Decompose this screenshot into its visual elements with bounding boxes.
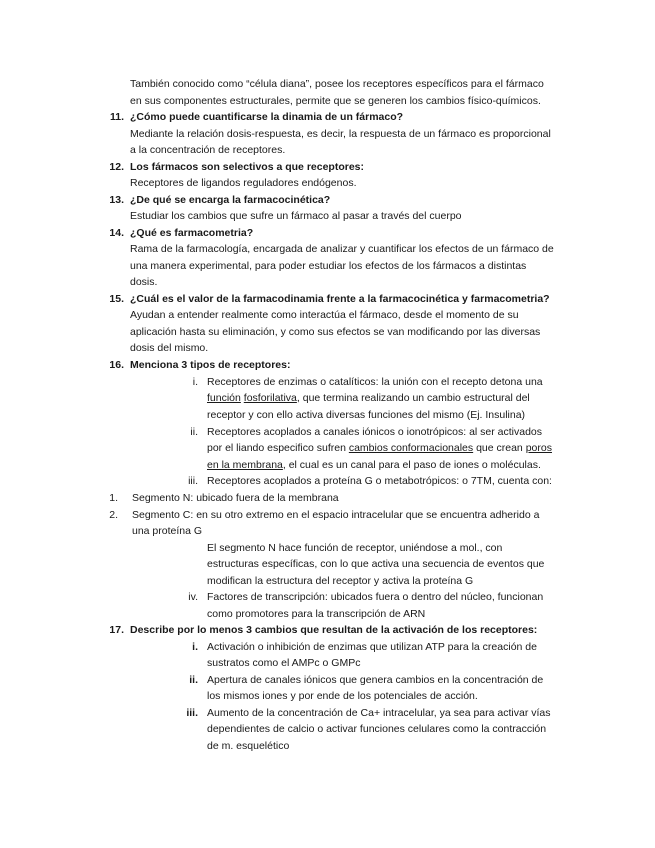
q16-question: Menciona 3 tipos de receptores: <box>130 359 291 371</box>
q17-i-marker: i. <box>192 641 198 653</box>
intro-line-1: También conocido como “célula diana”, posee los receptores específicos para el fármaco <box>130 78 544 90</box>
q12-number: 12. <box>109 161 124 173</box>
q15-answer-2: aplicación hasta su eliminación, y como sus efectos se van modificando por las diversas <box>130 326 541 338</box>
q14-number: 14. <box>109 227 124 239</box>
segment-2-line-1: Segmento C: en su otro extremo en el espacio intracelular que se encuentra adherido a <box>132 509 540 521</box>
q14-answer-2: una manera experimental, para poder estudiar los efectos de los fármacos a distintas <box>130 260 527 272</box>
q17-iii-marker: iii. <box>186 707 198 719</box>
segment-para-line-2: estructuras específicas, con lo que activa una secuencia de eventos que <box>207 558 545 570</box>
q16-ii-line-2 <box>207 440 552 457</box>
q15-question: ¿Cuál es el valor de la farmacodinamia frente a la farmacocinética y farmacometria? <box>130 293 550 305</box>
segment-2-marker: 2. <box>109 509 118 521</box>
q16-iii-marker: iii. <box>188 475 198 487</box>
q17-iii-line-2: dependientes de calcio o activar funciones celulares como la contracción <box>207 723 547 735</box>
q17-question: Describe por lo menos 3 cambios que resultan de la activación de los receptores: <box>130 624 538 636</box>
intro-line-2: en sus componentes estructurales, permite que se generen los cambios físico-químicos. <box>130 95 541 107</box>
q13-question: ¿De qué se encarga la farmacocinética? <box>130 194 331 206</box>
segment-para-line-1: El segmento N hace función de receptor, uniéndose a mol., con <box>207 542 503 554</box>
q15-answer-1: Ayudan a entender realmente como interactúa el fármaco, desde el momento de su <box>130 309 519 321</box>
q16-number: 16. <box>109 359 124 371</box>
q16-iv-line-1: Factores de transcripción: ubicados fuera o dentro del núcleo, funcionan <box>207 591 544 603</box>
q16-ii-line-3 <box>207 457 541 474</box>
q14-question: ¿Qué es farmacometria? <box>130 227 254 239</box>
q11-number: 11. <box>109 111 124 123</box>
q17-ii-line-2: los mismos iones y por ende de los potenciales de acción. <box>207 690 478 702</box>
q13-number: 13. <box>109 194 124 206</box>
q11-answer-1: Mediante la relación dosis-respuesta, es decir, la respuesta de un fármaco es proporcional <box>130 128 551 140</box>
q16-ii-line-3-rest: , el cual es un canal para el paso de iones o moléculas. <box>282 459 541 471</box>
q11-answer-2: a la concentración de receptores. <box>130 144 286 156</box>
q14-answer-1: Rama de la farmacología, encargada de analizar y cuantificar los efectos de un fármaco de <box>130 243 554 255</box>
underlined-cambios-conformacionales: cambios conformacionales <box>348 442 474 454</box>
q16-iii-line-1: Receptores acoplados a proteína G o metabotrópicos: o 7TM, cuenta con: <box>207 475 552 487</box>
q16-ii-line-1: Receptores acoplados a canales iónicos o ionotrópicos: al ser activados <box>207 426 543 438</box>
q11-question: ¿Cómo puede cuantificarse la dinamia de un fármaco? <box>130 111 404 123</box>
q16-iv-marker: iv. <box>188 591 198 603</box>
q17-i-line-1: Activación o inhibición de enzimas que utilizan ATP para la creación de <box>207 641 537 653</box>
q16-ii-line-2-pre: por el liando especifico sufren <box>207 442 349 454</box>
q16-i-line-2-rest: , que termina realizando un cambio estructural del <box>296 392 530 404</box>
q17-i-line-2: sustratos como el AMPc o GMPc <box>207 657 361 669</box>
q16-ii-line-2-mid: que crean <box>473 442 526 454</box>
q17-number: 17. <box>109 624 124 636</box>
q13-answer-1: Estudiar los cambios que sufre un fármaco al pasar a través del cuerpo <box>130 210 462 222</box>
segment-2-line-2: una proteína G <box>132 525 203 537</box>
q17-iii-line-3: de m. esquelético <box>207 740 290 752</box>
q15-answer-3: dosis del mismo. <box>130 342 209 354</box>
underlined-poros: poros <box>525 442 552 454</box>
q17-ii-marker: ii. <box>189 674 198 686</box>
q16-iv-line-2: como promotores para la transcripción de ARN <box>207 608 426 620</box>
q16-i-marker: i. <box>192 376 198 388</box>
underlined-fosforilativa: fosforilativa <box>243 392 297 404</box>
q12-question: Los fármacos son selectivos a que receptores: <box>130 161 365 173</box>
segment-1-text: Segmento N: ubicado fuera de la membrana <box>132 492 339 504</box>
underlined-funcion: función <box>207 392 241 404</box>
segment-para-line-3: modifican la estructura del receptor y activa la proteína G <box>207 575 474 587</box>
q15-number: 15. <box>109 293 124 305</box>
q17-ii-line-1: Apertura de canales iónicos que genera cambios en la concentración de <box>207 674 544 686</box>
q16-i-line-3: receptor y con ello activa diversas funciones del mismo (Ej. Insulina) <box>207 409 526 421</box>
q14-answer-3: dosis. <box>130 276 158 288</box>
q17-iii-line-1: Aumento de la concentración de Ca+ intracelular, ya sea para activar vías <box>207 707 551 719</box>
q12-answer-1: Receptores de ligandos reguladores endógenos. <box>130 177 357 189</box>
q16-ii-marker: ii. <box>190 426 198 438</box>
underlined-en-la-membrana: en la membrana <box>207 459 283 471</box>
q16-i-line-2 <box>207 390 530 407</box>
segment-1-marker: 1. <box>109 492 118 504</box>
q16-i-line-1: Receptores de enzimas o catalíticos: la unión con el recepto detona una <box>207 376 543 388</box>
